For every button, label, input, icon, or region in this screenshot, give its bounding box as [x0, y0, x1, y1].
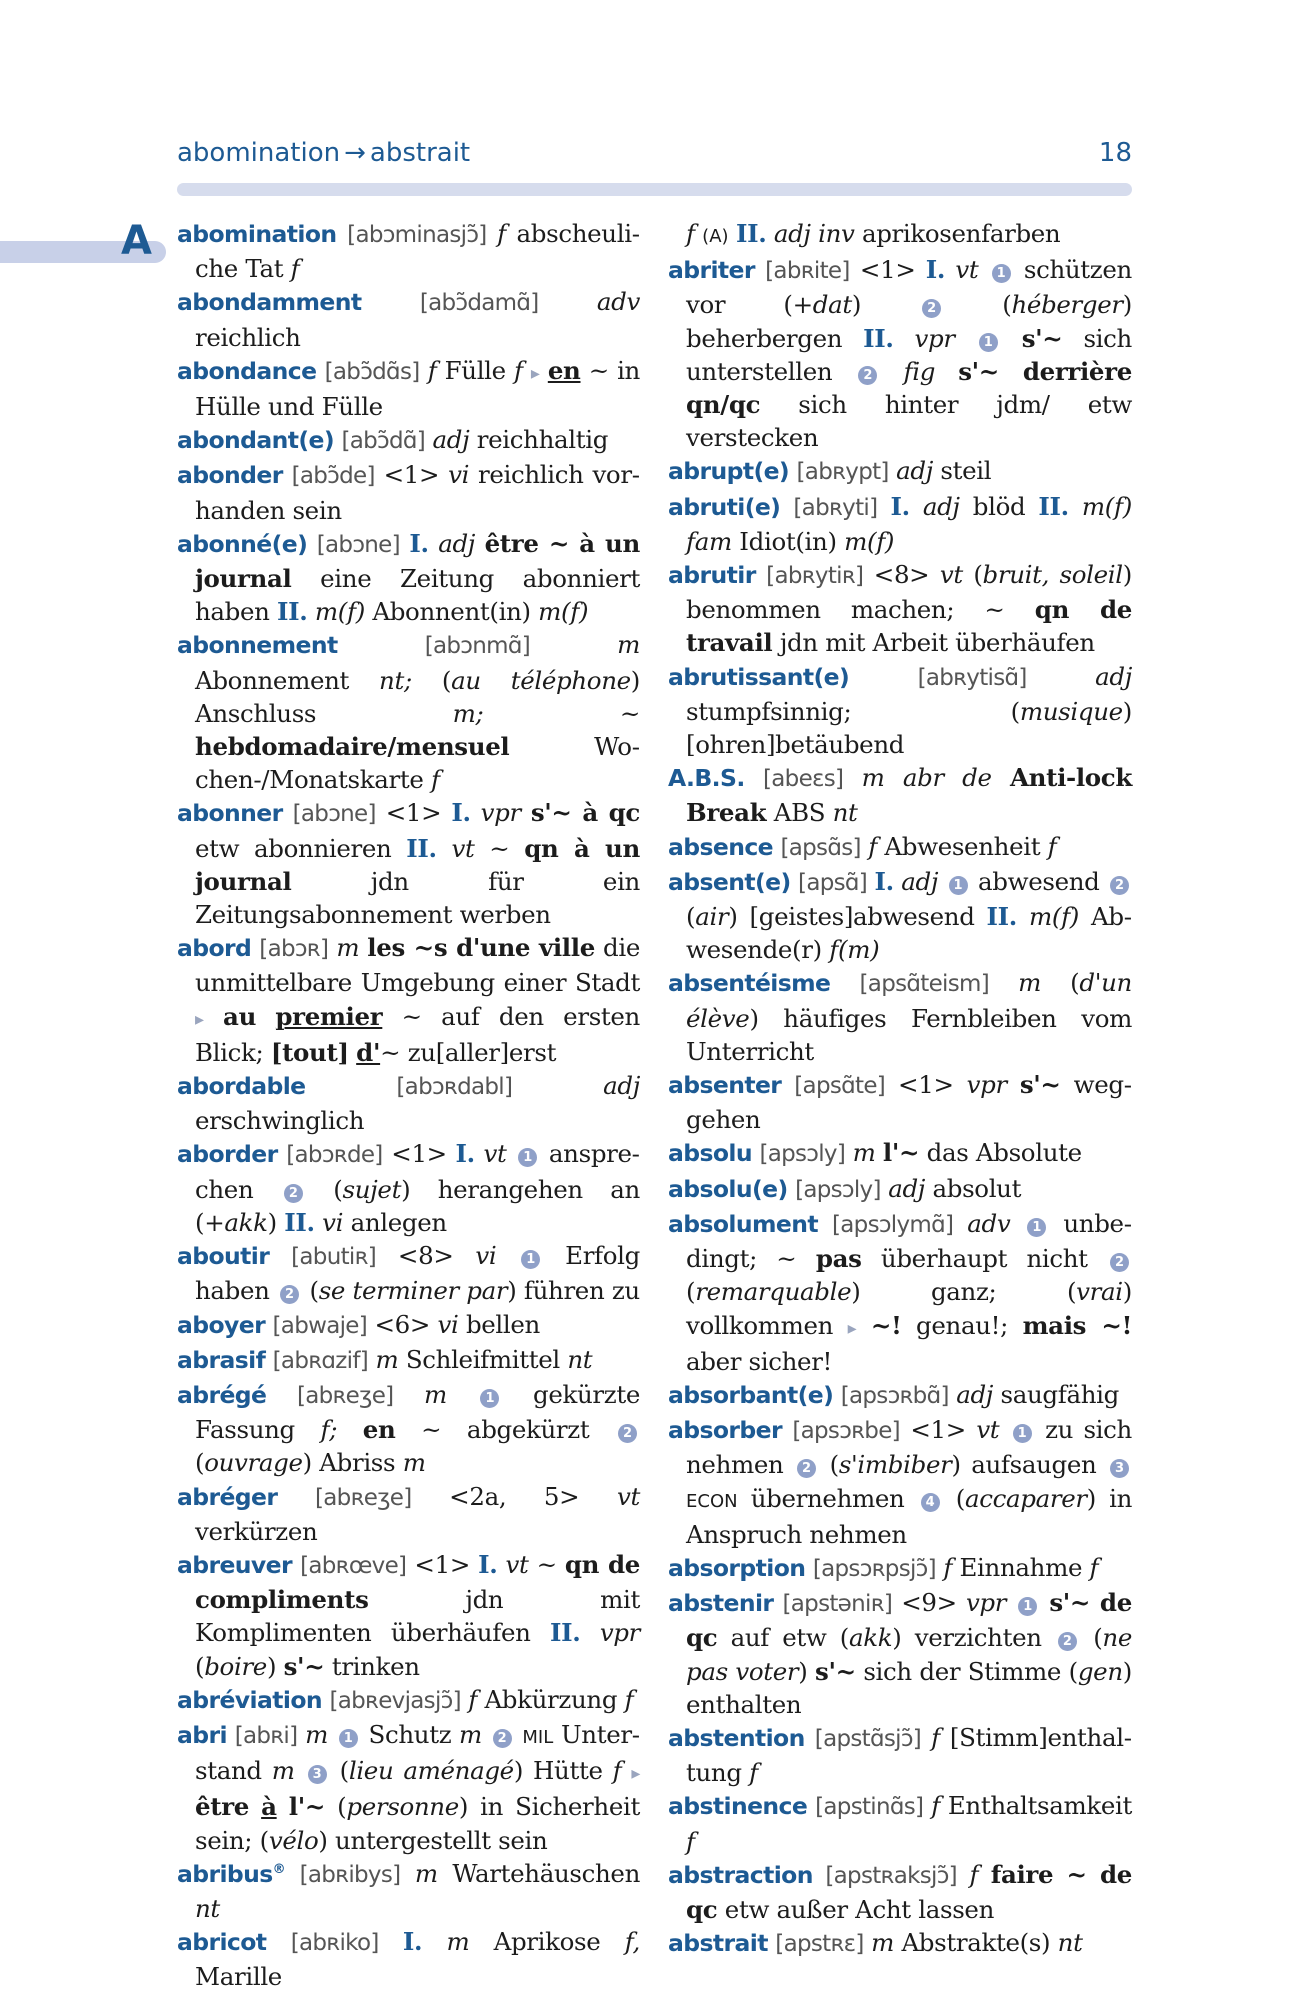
dictionary-entry: abonner [abɔne] <1> I. vpr s'~ à qc etw abonnieren II. vt ~ qn à un journal jdn für ein Zeitungsabonnement werben — [177, 798, 640, 930]
dictionary-entry: aboutir [abutiʀ] <8> vi 1 Erfolg haben 2 (se terminer par) führen zu — [177, 1241, 640, 1306]
dictionary-entry: abrutir [abʀytiʀ] <8> vt (bruit, soleil) benommen machen; ~ qn de travail jdn mit Arbeit überhäufen — [668, 560, 1132, 658]
dictionary-entry: aborder [abɔʀde] <1> I. vt 1 ansprechen 2 (sujet) herangehen an (+akk) II. vi anlegen — [177, 1139, 640, 1237]
dictionary-entry: abonné(e) [abɔne] I. adj être ~ à un journal eine Zeitung abonniert haben II. m(f) Abonnent(in) m(f) — [177, 528, 640, 627]
dictionary-entry: abstraction [apstʀaksjɔ̃] f faire ~ de qc etw außer Acht lassen — [668, 1859, 1132, 1924]
dictionary-entry: abondance [abɔ̃dɑ̃s] f Fülle f ▸ en ~ in Hülle und Fülle — [177, 355, 640, 422]
dictionary-entry: absorbant(e) [apsɔʀbɑ̃] adj saugfähig — [668, 1379, 1119, 1409]
dictionary-entry: abrutissant(e) [abʀytisɑ̃] adj stumpfsinnig; (musique) [ohren]betäubend — [668, 661, 1132, 760]
column-left — [177, 217, 640, 1994]
dictionary-entry: abordable [abɔʀdabl] adj erschwinglich — [177, 1071, 640, 1136]
dictionary-entry: abruti(e) [abʀyti] I. adj blöd II. m(f) fam Idiot(in) m(f) — [668, 491, 1132, 556]
dictionary-entry: abondant(e) [abɔ̃dɑ̃] adj reichhaltig — [177, 425, 609, 455]
page-number: 18 — [1098, 138, 1132, 168]
dictionary-entry: absorption [apsɔʀpsjɔ̃] f Einnahme f — [668, 1552, 1099, 1582]
dictionary-entry: abricot [abʀiko] I. m Aprikose f, Marille — [177, 1927, 640, 1992]
dictionary-entry: abribus® [abʀibys] m Wartehäuschen nt — [177, 1858, 640, 1923]
dictionary-entry: abreuver [abʀœve] <1> I. vt ~ qn de compliments jdn mit Komplimenten überhäufen II. vpr (boire) s'~ trinken — [177, 1549, 640, 1681]
running-header — [177, 138, 470, 168]
dictionary-entry: aboyer [abwaje] <6> vi bellen — [177, 1309, 540, 1339]
dictionary-entry: abrupt(e) [abʀypt] adj steil — [668, 456, 992, 486]
dictionary-entry: absence [apsɑ̃s] f Abwesenheit f — [668, 831, 1057, 861]
dictionary-entry: abstenir [apstəniʀ] <9> vpr 1 s'~ de qc auf etw (akk) verzichten 2 (ne pas voter) s'~ sich der Stimme (gen) enthalten — [668, 1588, 1132, 1719]
thumb-index-letter: A — [121, 218, 152, 264]
dictionary-entry: abomination [abɔminasjɔ̃] f abscheuliche Tat f — [177, 219, 640, 284]
dictionary-entry: absolument [apsɔlymɑ̃] adv 1 unbedingt; ~ pas überhaupt nicht 2 (remarquable) ganz; (vrai) vollkommen ▸ ~! genau!; mais ~! aber sicher! — [668, 1208, 1132, 1376]
header-rule — [177, 183, 1132, 196]
dictionary-entry: abonnement [abɔnmɑ̃] m Abonnement nt; (au téléphone) Anschluss m; ~ hebdomadaire/mensuel Wochen-/Monatskarte f — [177, 630, 640, 795]
dictionary-entry: abstention [apstɑ̃sjɔ̃] f [Stimm]enthaltung f — [668, 1722, 1132, 1788]
dictionary-entry: absenter [apsɑ̃te] <1> vpr s'~ weggehen — [668, 1070, 1132, 1135]
dictionary-entry: abriter [abʀite] <1> I. vt 1 schützen vor (+dat) 2 (héberger) beherbergen II. vpr 1 s'~ sich unterstellen 2 fig s'~ derrière qn/qc sich hinter jdm/ etw verstecken — [668, 255, 1132, 453]
dictionary-entry: absorber [apsɔʀbe] <1> vt 1 zu sich nehmen 2 (s'imbiber) aufsaugen 3 ECON übernehmen 4 (accaparer) in Anspruch nehmen — [668, 1415, 1132, 1549]
dictionary-entry: abstrait [apstʀɛ] m Abstrakte(s) nt — [668, 1928, 1083, 1958]
dictionary-entry: abord [abɔʀ] m les ~s d'une ville die unmittelbare Umgebung einer Stadt ▸ au premier ~ auf den ersten Blick; [tout] d'~ zu[aller]erst — [177, 933, 640, 1067]
dictionary-entry: absentéisme [apsɑ̃teism] m (d'un élève) häufiges Fernbleiben vom Unterricht — [668, 968, 1132, 1066]
dictionary-entry: abri [abʀi] m 1 Schutz m 2 MIL Unterstand m 3 (lieu aménagé) Hütte f ▸ être à l'~ (personne) in Sicherheit sein; (vélo) untergestellt sein — [177, 1719, 640, 1855]
dictionary-entry: abondamment [abɔ̃damɑ̃] adv reichlich — [177, 287, 640, 352]
column-right — [668, 217, 1132, 1961]
dictionary-entry: absolu [apsɔly] m l'~ das Absolute — [668, 1138, 1082, 1168]
entry-continuation: f (A) II. adj inv aprikosenfarben — [686, 219, 1061, 248]
dictionary-entry: absent(e) [apsɑ̃] I. adj 1 abwesend 2 (air) [geistes]abwesend II. m(f) Abwesende(r) f(m) — [668, 866, 1132, 965]
arrow-right-icon: → — [344, 138, 366, 168]
dictionary-entry: abrégé [abʀeʒe] m 1 gekürzte Fassung f; en ~ abgekürzt 2 (ouvrage) Abriss m — [177, 1379, 640, 1478]
dictionary-entry: abstinence [apstinɑ̃s] f Enthaltsamkeit f — [668, 1791, 1132, 1856]
dictionary-entry: A.B.S. [abeɛs] m abr de Anti-lock Break ABS nt — [668, 763, 1132, 828]
dictionary-entry: abonder [abɔ̃de] <1> vi reichlich vorhanden sein — [177, 460, 640, 525]
dictionary-entry: abréger [abʀeʒe] <2a, 5> vt verkürzen — [177, 1481, 640, 1546]
dictionary-entry: absolu(e) [apsɔly] adj absolut — [668, 1173, 1022, 1203]
dictionary-entry: abrasif [abʀɑzif] m Schleifmittel nt — [177, 1344, 593, 1374]
header-last-word: abstrait — [369, 138, 471, 168]
header-first-word: abomination — [177, 138, 341, 168]
dictionary-entry: abréviation [abʀevjasjɔ̃] f Abkürzung f — [177, 1684, 634, 1714]
